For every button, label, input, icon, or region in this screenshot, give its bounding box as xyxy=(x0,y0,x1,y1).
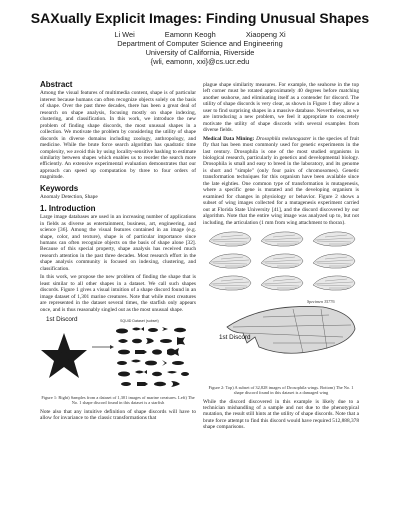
abstract-text: Among the visual features of multimedia content, shape is of particular interest because humans can often recognize objects solely on the basis of shape. Over the past three decades, there has been a great deal of research on shape analysis, focusing mostly on shape indexing, clustering, and classification. In this work, we introduce the new problem of finding shape discords, the most unusual shapes in a collection. We motivate the problem by considering the utility of shape discords in diverse domains including zoology, anthropology, and medicine. While the brute force search algorithm has quadratic time complexity, we avoid this by using locality-sensitive hashing to estimate similarity between shapes which enables us to reorder the search more efficiently. An extensive experimental evaluation demonstrates that our approach can speed up computation by three to four orders of magnitude. xyxy=(40,90,196,181)
right-column xyxy=(203,82,359,433)
author-block xyxy=(0,30,400,66)
medical-lead: Medical Data Mining: xyxy=(203,135,255,142)
figure-2-discord-label: 1st Discord xyxy=(219,333,251,341)
intro-heading: 1. Introduction xyxy=(40,203,96,213)
medical-text: is the species of fruit fly that has been most commonly used for genetic experiments in the last century. Drosophila is one of the most studied organisms in biological research, particularly in genetics and developmental biology. Drosophila is small and easy to breed in the laboratory, and its genome is short and "simple" (only four pairs of chromosomes). Genetic transformation techniques for this organism have been available since the late eighties. One common type of transformation is mutagenesis, where a specific gene is mutated and the developing organism is examined for changes in physiology or behavior. Figure 2 shows a subset of wing images collected for a mutagenesis experiment carried out at Florida State University [41], and the discord discovered by our algorithm. Note that the entire wing image was analyzed up to, but not including, the articulation (1 mm from wing attachment to thorax). xyxy=(203,135,360,226)
species-name: Drosophila melanogaster xyxy=(256,135,312,142)
keywords-heading: Keywords xyxy=(40,183,79,193)
left-column xyxy=(40,82,196,423)
marine-creatures-image xyxy=(40,317,196,393)
author-name: Eamonn Keogh xyxy=(164,30,216,39)
affiliation-dept: Department of Computer Science and Engineering xyxy=(117,39,283,48)
intro-paragraph-2: In this work, we propose the new problem of finding the shape that is least similar to all other shapes in a dataset. We call such shapes discords. Figure 1 gives a visual intuition of a shape discord found in an image dataset of 1,301 marine creatures. Note that while most creatures are represented in the dataset several times, the starfish only appears once, and is thus reasonably singled out as the most unusual shape. xyxy=(40,274,196,313)
affiliation-univ: University of California, Riverside xyxy=(145,48,255,57)
figure-2 xyxy=(203,229,359,383)
keywords-text: Anomaly Detection, Shape xyxy=(40,194,98,201)
damaged-wing-icon xyxy=(227,306,355,353)
author-name: Xiaopeng Xi xyxy=(245,30,286,39)
figure-1-discord-label: 1st Discord xyxy=(46,315,78,323)
figure-1-caption: Figure 1: Right) Samples from a dataset of 1,301 images of marine creatures. Left) The No. 1 shape discord found in this dataset is a starfish xyxy=(41,394,195,406)
figure-2-caption: Figure 2: Top) A subset of 32,828 images of Drosophila wings. Bottom) The No. 1 shape discord found in this dataset is a damaged wing xyxy=(208,384,354,396)
abstract-heading: Abstract xyxy=(40,80,73,89)
author-names xyxy=(0,30,400,39)
starfish-icon xyxy=(41,333,87,378)
medical-paragraph xyxy=(203,136,359,226)
left-column-tail: Note also that any intuitive definition of shape discords will have to allow for invariance to the classic transformations that xyxy=(40,408,196,421)
figure-1-subtitle: SQUID Dataset (subset) xyxy=(120,318,159,323)
author-name: Li Wei xyxy=(114,30,135,39)
paper-title: SAXually Explicit Images: Finding Unusual Shapes xyxy=(30,10,370,26)
right-column-intro: plague shape similarity measures. For example, the seahorse in the top left corner must be rotated approximately 40 degrees before matching another seahorse, and eliminating itself as a contender for discord. The utility of shape discords is very clear, as shown in Figure 1 they allow a user to find surprising shapes in a massive database. Nevertheless, as we are introducing a new problem, we feel it appropriate to concretely motivate the utility of shape discords with several examples from diverse fields. xyxy=(203,82,359,134)
wing-grid xyxy=(209,232,355,290)
figure-1 xyxy=(40,317,196,393)
author-emails: {wli, eamonn, xxi}@cs.ucr.edu xyxy=(150,57,250,66)
drosophila-wings-image xyxy=(203,229,359,383)
figure-2-specimen: Specimen 35776 xyxy=(307,298,335,304)
intro-paragraph-1: Large image databases are used in an increasing number of applications in fields as diverse as entertainment, business, art, engineering, and science [36]. Among the visual features contained in an image (e.g. shape, color, and texture), shape is of particular importance since humans can often recognize objects on the basis of shape alone [32]. Because of this special property, shape analysis has received much research attention in the past three decades. Most research effort in the shape analysis community is focused on indexing, clustering, and classification. xyxy=(40,214,196,272)
right-column-tail: While the discord discovered in this example is likely due to a technician mishandling of a sample and not due to the phenotypical mutation, the result still hints at the utility of shape discords. Note that a brute force attempt to find this discord would have required 512,888,378 shape comparisons. xyxy=(203,398,359,431)
